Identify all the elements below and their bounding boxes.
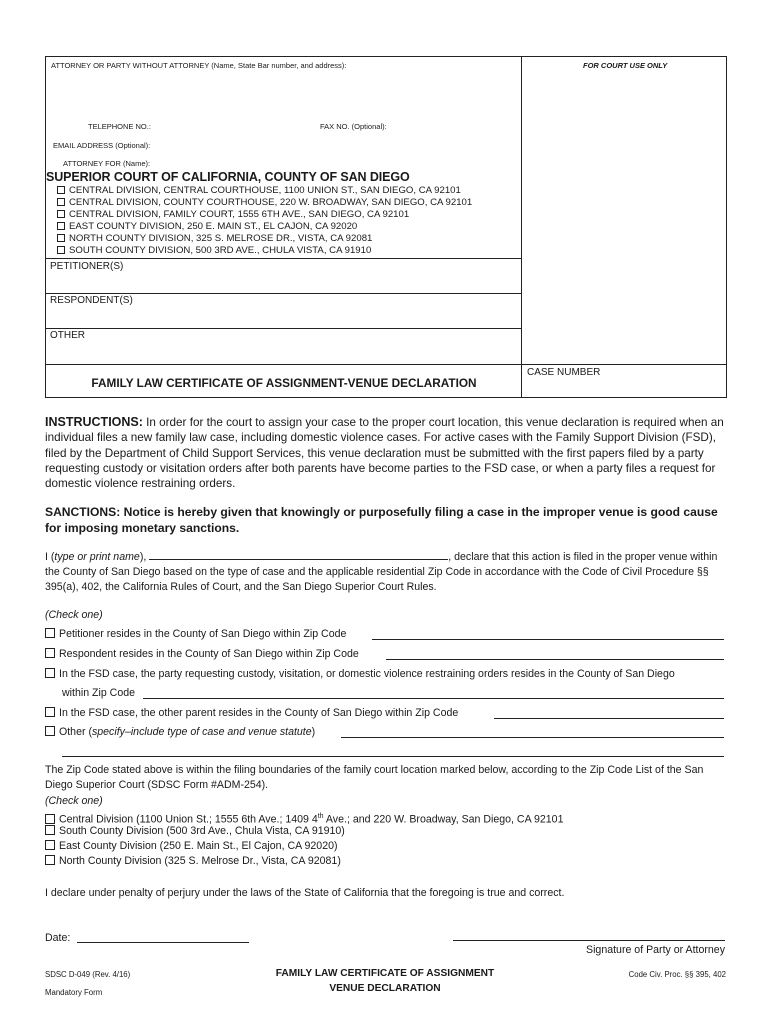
- division-option-row[interactable]: [45, 854, 341, 869]
- sanctions-label: SANCTIONS:: [45, 505, 121, 519]
- declaration-paragraph: [45, 550, 727, 595]
- division-item[interactable]: [57, 197, 472, 209]
- name-field[interactable]: [149, 550, 448, 560]
- respondent-label: RESPONDENT(S): [50, 295, 133, 306]
- division-item[interactable]: [57, 221, 472, 233]
- declaration-name-hint: type or print name: [54, 551, 140, 563]
- division-label: CENTRAL DIVISION, CENTRAL COURTHOUSE, 1100 UNION ST., SAN DIEGO, CA 92101: [69, 185, 461, 196]
- division-item[interactable]: [57, 209, 472, 221]
- division-item[interactable]: [57, 185, 472, 197]
- south-county-label: South County Division (500 3rd Ave., Chula Vista, CA 91910): [59, 825, 345, 837]
- other-checkbox[interactable]: [45, 726, 55, 736]
- fsd-other-parent-zip-field[interactable]: [494, 718, 724, 719]
- division-label: CENTRAL DIVISION, FAMILY COURT, 1555 6TH AVE., SAN DIEGO, CA 92101: [69, 209, 410, 220]
- east-county-checkbox[interactable]: [45, 840, 55, 850]
- other-hint: specify–include type of case and venue statute: [91, 726, 312, 738]
- south-county-checkbox[interactable]: [45, 825, 55, 835]
- division-label: CENTRAL DIVISION, COUNTY COURTHOUSE, 220 W. BROADWAY, SAN DIEGO, CA 92101: [69, 197, 473, 208]
- zip-option-row[interactable]: [45, 725, 315, 740]
- attorney-label: ATTORNEY OR PARTY WITHOUT ATTORNEY (Name, State Bar number, and address):: [51, 61, 347, 70]
- instructions-label: INSTRUCTIONS:: [45, 415, 143, 429]
- east-county-label: East County Division (250 E. Main St., El Cajon, CA 92020): [59, 840, 338, 852]
- division-checkbox[interactable]: [57, 246, 65, 254]
- zip-option-row[interactable]: [45, 706, 458, 721]
- division-checkbox[interactable]: [57, 222, 65, 230]
- division-checkbox[interactable]: [57, 198, 65, 206]
- zip-option-label: In the FSD case, the party requesting custody, visitation, or domestic violence restraining orders resides in the County of San Diego: [59, 668, 675, 680]
- zip-option-row[interactable]: [45, 627, 346, 642]
- fax-label: FAX NO. (Optional):: [320, 122, 387, 131]
- sanctions-paragraph: [45, 505, 727, 536]
- division-checkbox[interactable]: [57, 186, 65, 194]
- division-list: [57, 185, 472, 257]
- check-one-label-2: (Check one): [45, 795, 103, 807]
- division-checkbox[interactable]: [57, 234, 65, 242]
- case-number-label: CASE NUMBER: [527, 367, 601, 378]
- declaration-suffix: ),: [139, 551, 147, 563]
- north-county-label: North County Division (325 S. Melrose Dr., Vista, CA 92081): [59, 855, 341, 867]
- respondent-zip-checkbox[interactable]: [45, 648, 55, 658]
- fsd-requesting-zip-field[interactable]: [143, 698, 724, 699]
- fsd-other-parent-checkbox[interactable]: [45, 707, 55, 717]
- central-division-label: Central Division (1100 Union St.; 1555 6th Ave.; 1409 4: [59, 813, 318, 826]
- zip-option-label: In the FSD case, the other parent resides in the County of San Diego within Zip Code: [59, 707, 459, 719]
- attorney-for-label: ATTORNEY FOR (Name):: [63, 159, 151, 168]
- email-label: EMAIL ADDRESS (Optional):: [53, 141, 151, 150]
- perjury-statement: I declare under penalty of perjury under the laws of the State of California that the foregoing is true and correct.: [45, 887, 565, 899]
- form-title: FAMILY LAW CERTIFICATE OF ASSIGNMENT-VENUE DECLARATION: [91, 376, 477, 390]
- petitioner-zip-checkbox[interactable]: [45, 628, 55, 638]
- other-field-line2[interactable]: [62, 756, 724, 757]
- footer-code-ref: Code Civ. Proc. §§ 395, 402: [628, 970, 726, 979]
- division-option-row[interactable]: [45, 824, 345, 839]
- fsd-requesting-checkbox[interactable]: [45, 668, 55, 678]
- central-division-label-end: Ave.; and 220 W. Broadway, San Diego, CA 92101: [323, 813, 564, 826]
- declaration-prefix: I (: [45, 551, 55, 563]
- footer-title-line1: FAMILY LAW CERTIFICATE OF ASSIGNMENT: [275, 968, 495, 979]
- telephone-label: TELEPHONE NO.:: [88, 122, 151, 131]
- date-field[interactable]: [77, 942, 249, 943]
- zip-option-continuation: within Zip Code: [62, 687, 136, 699]
- division-item[interactable]: [57, 233, 472, 245]
- north-county-checkbox[interactable]: [45, 855, 55, 865]
- division-item[interactable]: [57, 245, 472, 257]
- signature-label: Signature of Party or Attorney: [586, 944, 725, 956]
- footer-title-line2: VENUE DECLARATION: [329, 983, 441, 994]
- division-label: EAST COUNTY DIVISION, 250 E. MAIN ST., EL CAJON, CA 92020: [69, 221, 358, 232]
- footer-form-id: SDSC D-049 (Rev. 4/16): [45, 970, 131, 979]
- petitioner-label: PETITIONER(S): [50, 261, 124, 272]
- court-name: SUPERIOR COURT OF CALIFORNIA, COUNTY OF SAN DIEGO: [46, 170, 410, 184]
- declaration-text: , declare that this action is filed in the proper venue within the County of San Diego based on the type of case and the applicable residential Zip Code in accordance with the Code of Civil Procedure §§ 395(a), 402, the California Rules of Court, and the San Diego Superior Court Rules.: [45, 551, 718, 593]
- division-option-row[interactable]: [45, 839, 338, 854]
- division-checkbox[interactable]: [57, 210, 65, 218]
- date-label: Date:: [45, 932, 71, 944]
- central-division-checkbox[interactable]: [45, 814, 55, 824]
- zip-statement: The Zip Code stated above is within the filing boundaries of the family court location marked below, according to the Zip Code List of the San Diego Superior Court (SDSC Form #ADM-254).: [45, 764, 704, 791]
- other-field[interactable]: [341, 737, 724, 738]
- footer-mandatory: Mandatory Form: [45, 988, 103, 997]
- other-label: OTHER: [50, 330, 85, 341]
- petitioner-zip-field[interactable]: [372, 639, 724, 640]
- zip-option-row[interactable]: [45, 647, 359, 662]
- check-one-label: (Check one): [45, 609, 103, 621]
- respondent-zip-field[interactable]: [386, 659, 724, 660]
- other-prefix: Other (: [59, 726, 92, 738]
- zip-option-label: Petitioner resides in the County of San Diego within Zip Code: [59, 628, 347, 640]
- zip-option-label: Respondent resides in the County of San Diego within Zip Code: [59, 648, 359, 660]
- other-suffix: ): [311, 726, 316, 738]
- court-use-label: FOR COURT USE ONLY: [583, 61, 668, 70]
- signature-field[interactable]: [453, 940, 725, 941]
- division-label: NORTH COUNTY DIVISION, 325 S. MELROSE DR., VISTA, CA 92081: [69, 233, 373, 244]
- zip-option-row[interactable]: [45, 667, 675, 682]
- instructions-text: In order for the court to assign your case to the proper court location, this venue declaration is required when an individual files a new family law case, including domestic violence cases. For active cases with the Family Support Division (FSD), filed by the Department of Child Support Services, this venue declaration must be submitted with the first papers filed by a party requesting custody or visitation orders after both parents have become parties to the FSD case, or when a party files a request for domestic violence restraining orders.: [45, 416, 724, 491]
- ordinal-suffix: th: [317, 813, 324, 820]
- sanctions-text: Notice is hereby given that knowingly or purposefully filing a case in the improper venue is good cause for imposing monetary sanctions.: [45, 505, 718, 535]
- division-label: SOUTH COUNTY DIVISION, 500 3RD AVE., CHULA VISTA, CA 91910: [69, 245, 372, 256]
- instructions-paragraph: [45, 415, 727, 491]
